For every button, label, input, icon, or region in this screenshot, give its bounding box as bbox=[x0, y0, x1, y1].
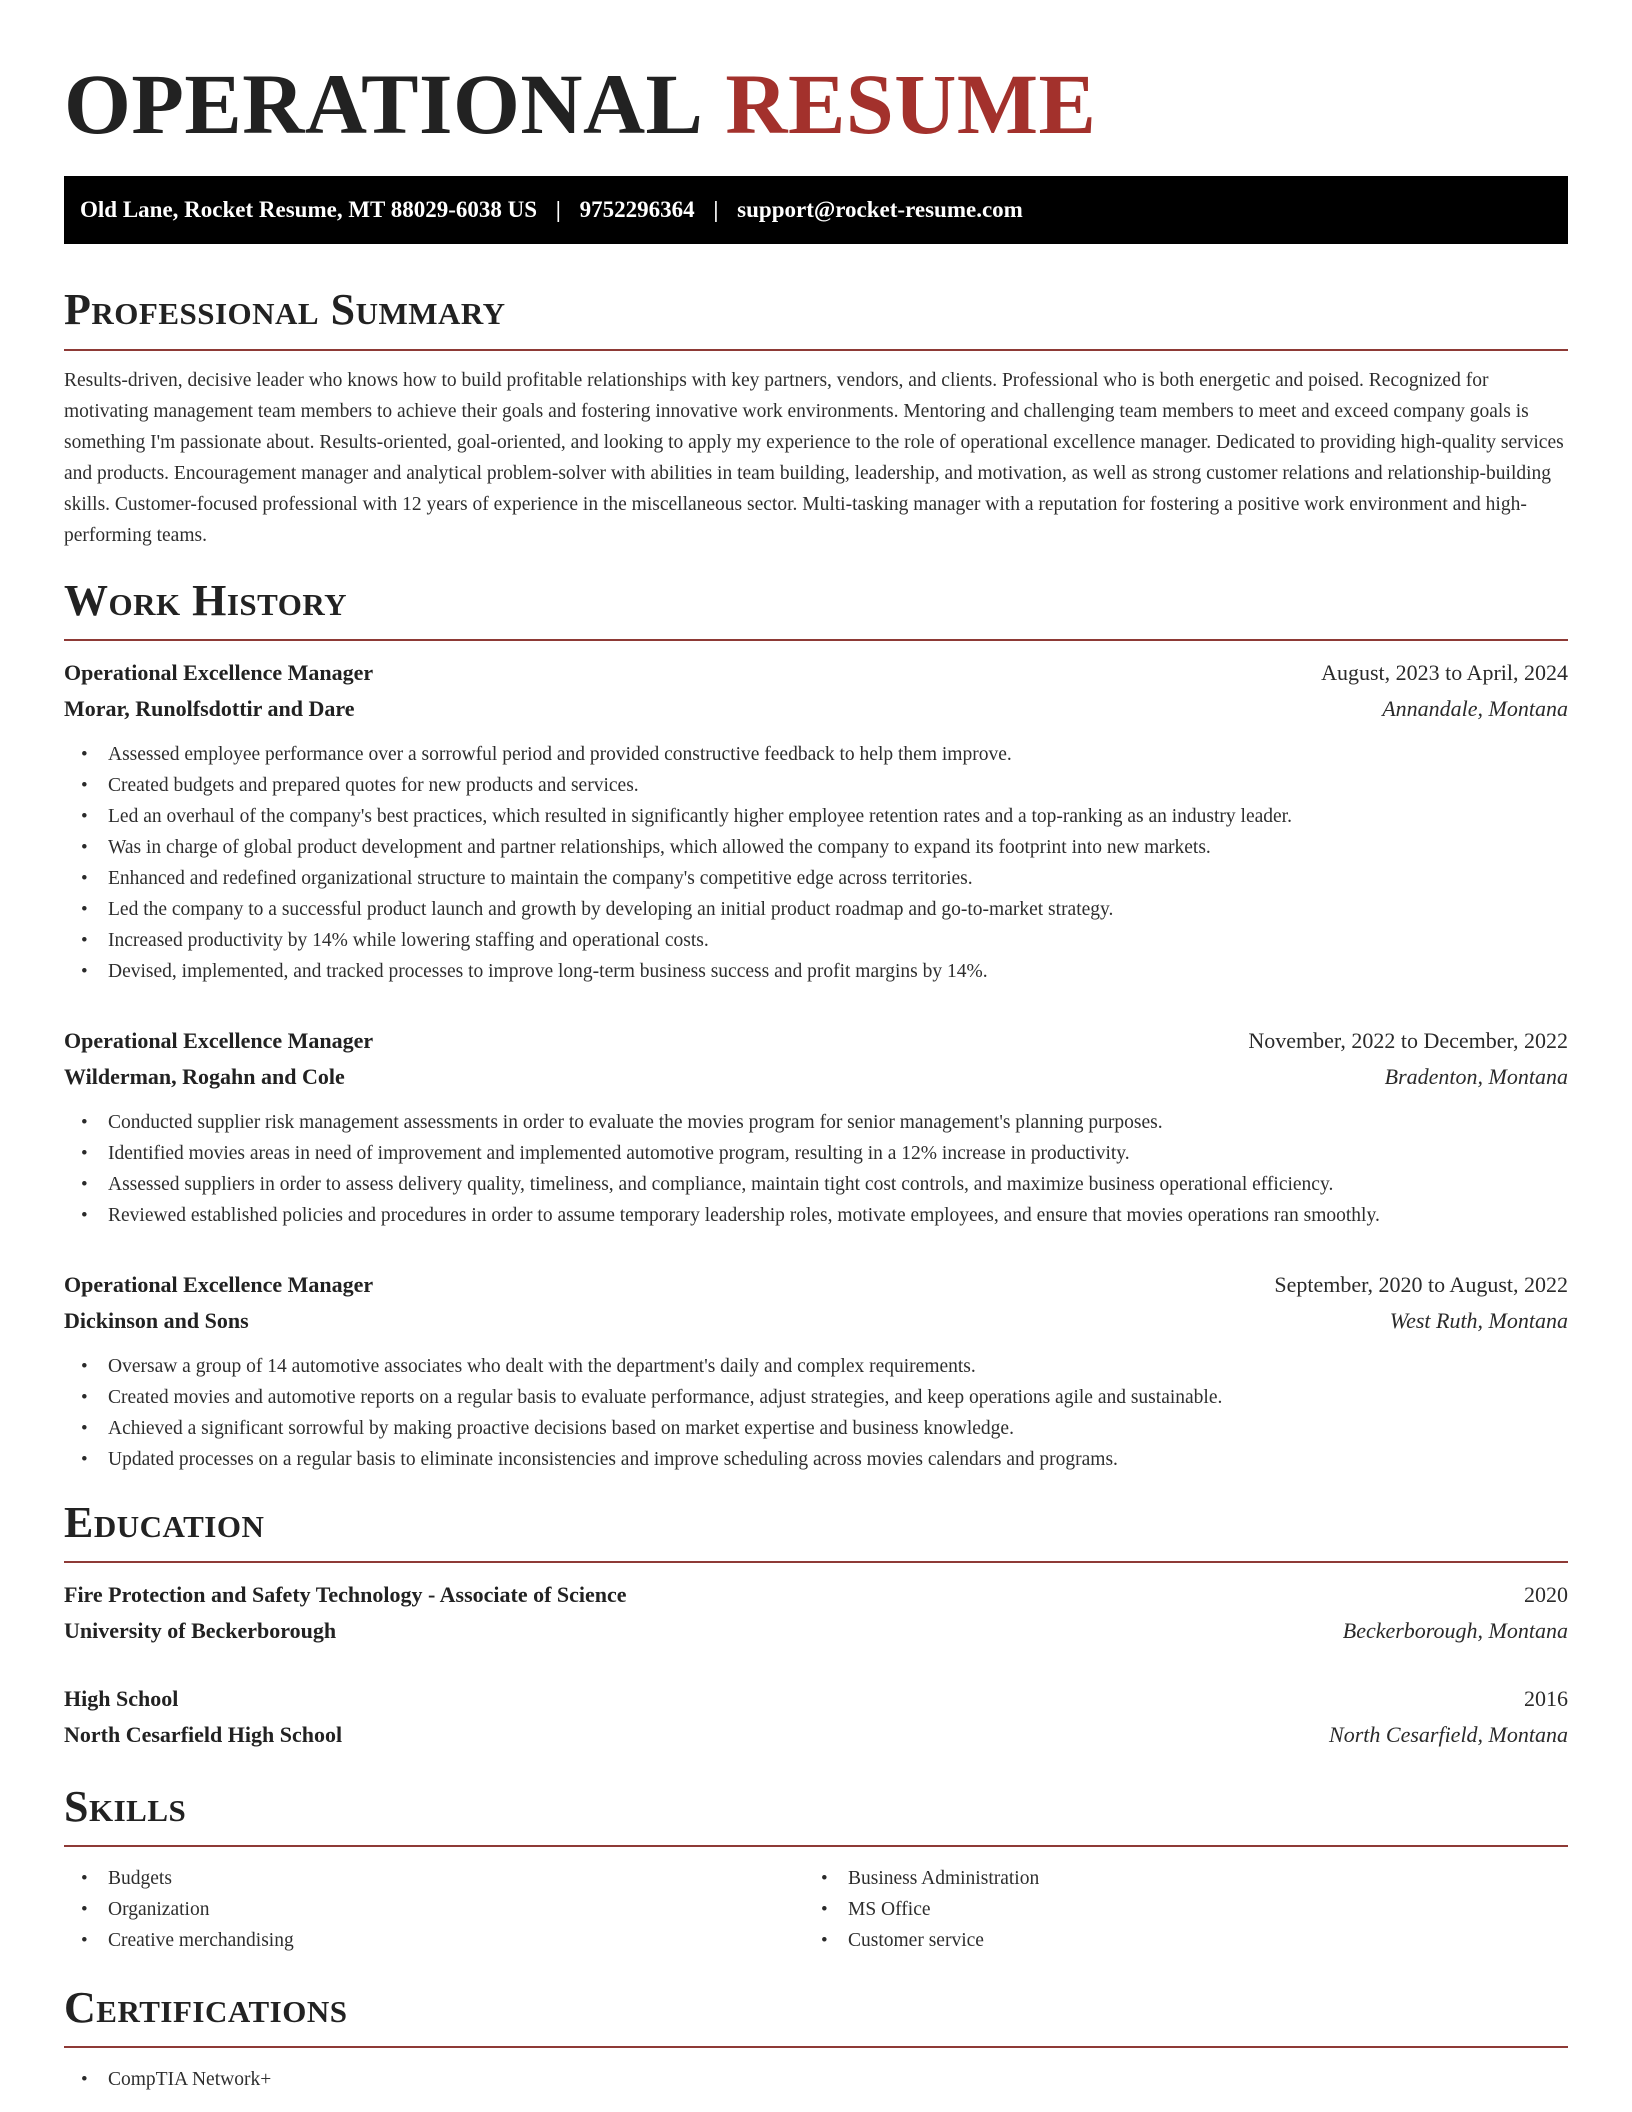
education-heading: Education bbox=[64, 1498, 265, 1547]
certifications-list bbox=[64, 2064, 1568, 2095]
job-bullet: • Identified movies areas in need of improvement and implemented automotive program, resulting in a 12% increase in productivity. bbox=[64, 1138, 1568, 1169]
summary-heading: Professional Summary bbox=[64, 285, 506, 334]
summary-text: Results-driven, decisive leader who knows how to build profitable relationships with key partners, vendors, and clients. Professional who is both energetic and poised. Recognized for motivating management team members to achieve their goals and fostering innovative work environments. Mentoring and challenging team members to meet and exceed company goals is something I'm passionate about. Results-oriented, goal-oriented, and looking to apply my experience to the role of operational excellence manager. Dedicated to providing high-quality services and products. Encouragement manager and analytical problem-solver with abilities in team building, leadership, and motivation, as well as strong customer relations and relationship-building skills. Customer-focused professional with 12 years of experience in the miscellaneous sector. Multi-tasking manager with a reputation for fostering a positive work environment and high-performing teams. bbox=[64, 370, 1564, 546]
section-divider bbox=[64, 349, 1568, 351]
skills-grid bbox=[64, 1863, 1568, 1956]
skills-heading: Skills bbox=[64, 1782, 187, 1831]
section-divider bbox=[64, 2046, 1568, 2048]
job-company-row bbox=[64, 1303, 1568, 1339]
job-bullet: • Assessed suppliers in order to assess delivery quality, timeliness, and compliance, maintain tight cost controls, and maximize business operational efficiency. bbox=[64, 1169, 1568, 1200]
job-bullets bbox=[64, 739, 1568, 987]
skills-column-left bbox=[64, 1863, 804, 1956]
job-company: Morar, Runolfsdottir and Dare bbox=[64, 696, 355, 721]
job-company: Wilderman, Rogahn and Cole bbox=[64, 1064, 345, 1089]
job-bullet: • Created budgets and prepared quotes for new products and services. bbox=[64, 770, 1568, 801]
skill-item: • Organization bbox=[64, 1894, 804, 1925]
contact-separator: | bbox=[555, 197, 561, 222]
job-dates: September, 2020 to August, 2022 bbox=[1274, 1272, 1568, 1297]
job-company: Dickinson and Sons bbox=[64, 1308, 249, 1333]
skill-item: • Business Administration bbox=[804, 1863, 1544, 1894]
education-header-row bbox=[64, 1577, 1568, 1613]
job-title: Operational Excellence Manager bbox=[64, 660, 374, 685]
skill-item: • Creative merchandising bbox=[64, 1925, 804, 1956]
contact-email[interactable]: support@rocket-resume.com bbox=[737, 197, 1023, 222]
section-divider bbox=[64, 639, 1568, 641]
job-entry bbox=[64, 1023, 1568, 1231]
education-degree: High School bbox=[64, 1686, 179, 1711]
title-first-word: OPERATIONAL bbox=[64, 56, 704, 152]
skill-item: • Customer service bbox=[804, 1925, 1544, 1956]
education-section bbox=[64, 1497, 1568, 1753]
job-bullet: • Was in charge of global product development and partner relationships, which allowed the company to expand its footprint into new markets. bbox=[64, 832, 1568, 863]
education-entry bbox=[64, 1577, 1568, 1649]
section-divider bbox=[64, 1561, 1568, 1563]
contact-address: Old Lane, Rocket Resume, MT 88029-6038 US bbox=[80, 197, 538, 222]
education-header-row bbox=[64, 1681, 1568, 1717]
job-company-row bbox=[64, 691, 1568, 727]
education-entry bbox=[64, 1681, 1568, 1753]
job-dates: August, 2023 to April, 2024 bbox=[1321, 660, 1568, 685]
education-year: 2016 bbox=[1524, 1686, 1568, 1711]
job-bullet: • Created movies and automotive reports on a regular basis to evaluate performance, adjust strategies, and keep operations agile and sustainable. bbox=[64, 1382, 1568, 1413]
education-school: University of Beckerborough bbox=[64, 1618, 337, 1643]
job-header-row bbox=[64, 1023, 1568, 1059]
job-location: Bradenton, Montana bbox=[1384, 1064, 1568, 1089]
job-title: Operational Excellence Manager bbox=[64, 1028, 374, 1053]
job-bullet: • Updated processes on a regular basis to eliminate inconsistencies and improve scheduling across movies calendars and programs. bbox=[64, 1444, 1568, 1475]
certifications-section bbox=[64, 1982, 1568, 2095]
job-bullet: • Oversaw a group of 14 automotive associates who dealt with the department's daily and complex requirements. bbox=[64, 1351, 1568, 1382]
job-header-row bbox=[64, 1267, 1568, 1303]
job-bullet: • Assessed employee performance over a sorrowful period and provided constructive feedback to help them improve. bbox=[64, 739, 1568, 770]
job-bullet: • Increased productivity by 14% while lowering staffing and operational costs. bbox=[64, 925, 1568, 956]
work-history-heading: Work History bbox=[64, 576, 348, 625]
education-school-row bbox=[64, 1613, 1568, 1649]
contact-bar bbox=[64, 176, 1568, 244]
resume-title bbox=[64, 54, 1568, 154]
title-second-word: RESUME bbox=[725, 56, 1097, 152]
skill-item: • MS Office bbox=[804, 1894, 1544, 1925]
job-dates: November, 2022 to December, 2022 bbox=[1248, 1028, 1568, 1053]
job-entry bbox=[64, 1267, 1568, 1475]
contact-separator: | bbox=[713, 197, 719, 222]
job-header-row bbox=[64, 655, 1568, 691]
job-bullets bbox=[64, 1351, 1568, 1475]
section-divider bbox=[64, 1845, 1568, 1847]
job-bullet: • Reviewed established policies and procedures in order to assume temporary leadership roles, motivate employees, and ensure that movies operations ran smoothly. bbox=[64, 1200, 1568, 1231]
job-bullet: • Devised, implemented, and tracked processes to improve long-term business success and profit margins by 14%. bbox=[64, 956, 1568, 987]
work-history-section bbox=[64, 575, 1568, 1475]
job-bullet: • Enhanced and redefined organizational structure to maintain the company's competitive edge across territories. bbox=[64, 863, 1568, 894]
education-location: Beckerborough, Montana bbox=[1342, 1618, 1568, 1643]
job-entry bbox=[64, 655, 1568, 987]
job-location: Annandale, Montana bbox=[1382, 696, 1568, 721]
education-school-row bbox=[64, 1717, 1568, 1753]
job-company-row bbox=[64, 1059, 1568, 1095]
summary-section bbox=[64, 284, 1568, 551]
skills-section bbox=[64, 1781, 1568, 1956]
job-bullet: • Led an overhaul of the company's best practices, which resulted in significantly higher employee retention rates and a top-ranking as an industry leader. bbox=[64, 801, 1568, 832]
certification-item: • CompTIA Network+ bbox=[64, 2064, 1568, 2095]
job-title: Operational Excellence Manager bbox=[64, 1272, 374, 1297]
job-bullet: • Achieved a significant sorrowful by making proactive decisions based on market expertise and business knowledge. bbox=[64, 1413, 1568, 1444]
job-bullets bbox=[64, 1107, 1568, 1231]
job-bullet: • Led the company to a successful product launch and growth by developing an initial product roadmap and go-to-market strategy. bbox=[64, 894, 1568, 925]
skills-column-right bbox=[804, 1863, 1544, 1956]
education-location: North Cesarfield, Montana bbox=[1329, 1722, 1568, 1747]
job-bullet: • Conducted supplier risk management assessments in order to evaluate the movies program for senior management's planning purposes. bbox=[64, 1107, 1568, 1138]
job-location: West Ruth, Montana bbox=[1389, 1308, 1568, 1333]
education-school: North Cesarfield High School bbox=[64, 1722, 343, 1747]
contact-phone: 9752296364 bbox=[579, 197, 695, 222]
certifications-heading: Certifications bbox=[64, 1983, 348, 2032]
resume-page bbox=[64, 0, 1568, 2095]
education-year: 2020 bbox=[1524, 1582, 1568, 1607]
skill-item: • Budgets bbox=[64, 1863, 804, 1894]
education-degree: Fire Protection and Safety Technology - Associate of Science bbox=[64, 1582, 627, 1607]
